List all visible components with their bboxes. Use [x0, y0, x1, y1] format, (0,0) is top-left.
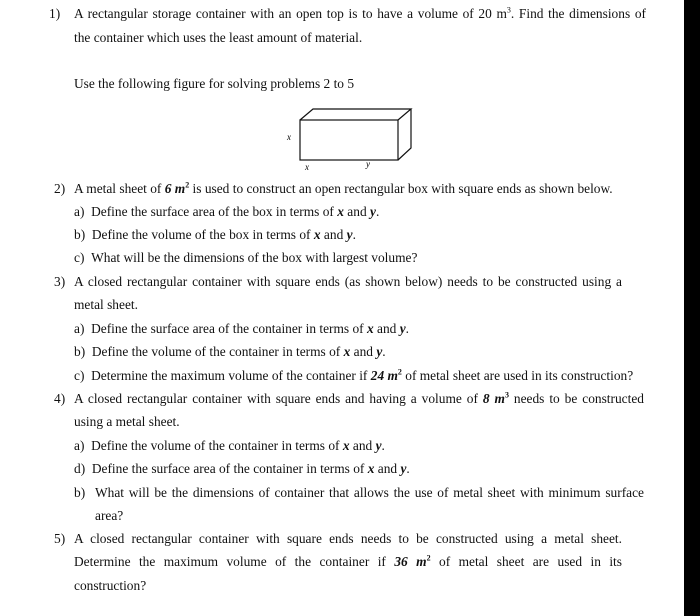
box-figure	[282, 103, 414, 171]
box-front-face	[300, 120, 398, 160]
problem-2-item-b: b) Define the volume of the box in terms of x and y.	[74, 227, 356, 242]
problem-4-number: 4)	[54, 391, 66, 406]
problem-4-line-1: A closed rectangular container with square ends and having a volume of 8 $m^3$ needs to be constructed	[74, 390, 644, 406]
problem-3-line-2: metal sheet.	[74, 297, 138, 312]
problem-3-number: 3)	[54, 274, 66, 289]
problem-2-item-a: a) Define the surface area of the box in terms of x and y.	[74, 204, 380, 219]
problem-1-line-1: A rectangular storage container with an open top is to have a volume of 20 $m^3$. Find the dimensions of	[74, 5, 646, 21]
problem-3-item-b: b) Define the volume of the container in terms of x and y.	[74, 344, 386, 359]
problem-4-item-b-line-2: area?	[95, 508, 124, 523]
problem-5-number: 5)	[54, 531, 66, 546]
problem-5-line-1: A closed rectangular container with square ends needs to be constructed using a metal sheet.	[74, 531, 622, 546]
problem-4-item-b-label: b)	[74, 485, 86, 500]
problem-5-line-3: construction?	[74, 578, 147, 593]
problem-5-line-2: Determine the maximum volume of the container if 36 $m^2$ of metal sheet are used in its	[74, 553, 622, 569]
problem-4-line-2: using a metal sheet.	[74, 414, 180, 429]
problem-2-number: 2)	[54, 181, 66, 196]
problem-3-line-1: A closed rectangular container with square ends (as shown below) needs to be constructed using a	[74, 274, 622, 289]
problem-4-item-b-line-1: What will be the dimensions of container that allows the use of metal sheet with minimum surface	[95, 485, 644, 500]
figure-label-x-bottom: x	[305, 162, 309, 171]
problem-2-item-c: c) What will be the dimensions of the box with largest volume?	[74, 250, 418, 265]
problem-2-line-1: A metal sheet of 6 $m^2$ is used to construct an open rectangular box with square ends as shown below.	[74, 180, 613, 196]
problem-4-item-d: d) Define the surface area of the container in terms of x and y.	[74, 461, 410, 476]
problem-4-item-a: a) Define the volume of the container in terms of x and y.	[74, 438, 385, 453]
problem-3-item-a: a) Define the surface area of the container in terms of x and y.	[74, 321, 410, 336]
box-end-face	[398, 109, 411, 160]
box-top-face	[300, 109, 411, 120]
figure-intro: Use the following figure for solving problems 2 to 5	[74, 76, 355, 91]
problem-1-number: 1)	[49, 6, 61, 21]
problem-3-item-c: c) Determine the maximum volume of the container if 24 $m^2$ of metal sheet are used in its construction?	[74, 367, 634, 383]
problem-1-line-2: the container which uses the least amount of material.	[74, 30, 363, 45]
figure-label-x-left: x	[287, 132, 291, 142]
figure-label-y: y	[366, 159, 370, 169]
